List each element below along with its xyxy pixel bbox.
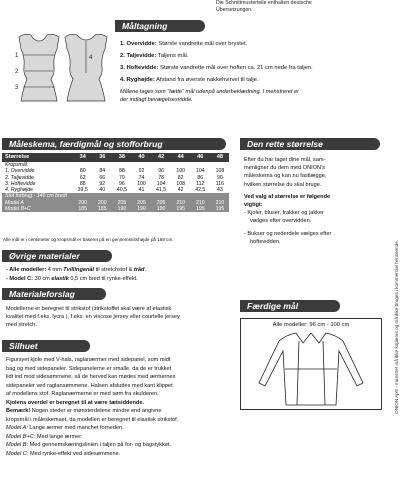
dress-illustration <box>241 329 381 409</box>
section-header-maleskema: Måleskema, færdigmål og stofforbrug <box>2 138 226 150</box>
table-row: Model A 200 200 205 205 205 210 210 210 <box>2 200 229 206</box>
figure-label-4: 4 <box>89 55 93 61</box>
list-item: - Model C: 30 cm elastik 0,5 cm bred til rynke-effekt. <box>6 275 138 282</box>
maltagning-items <box>120 38 390 86</box>
maltagning-item: 4. Ryghøjde: Afstand fra øverste nakkehvirvel til talje. <box>120 77 259 83</box>
fardige-caption: Alle modeller: 96 cm - 100 cm <box>272 322 350 328</box>
maltagning-note: Målene tages som "tætte" mål udenpå underbeklædning. I menstreret er der indlagt bevægelsesvidde. <box>120 89 300 103</box>
materialeforslag-text: Modellerne er beregnet til strikstof (strikstoffet skal være af elastisk kvalitet med f.eks. lycra ), f.eks. en viscose jersey eller courtelle jersey med stretch. <box>6 306 180 329</box>
figure-label-2: 2 <box>15 69 19 75</box>
maltagning-item: 2. Taljevidde: Taljens mål. <box>120 53 189 59</box>
section-header-maltagning: Måltagning <box>115 20 205 32</box>
list-item: Model C: Med rynke-effekt ved sidesømmene. <box>6 450 121 457</box>
table-row: Stof forbrug - 140 cm bredt <box>2 193 229 199</box>
table-row: Kropsmål: <box>5 162 29 168</box>
list-item: - Kjoler, bluser, frakker og jakker vælges efter overvidden. <box>244 210 324 225</box>
list-item: Model B+C: Med lange ærmer. <box>6 433 83 440</box>
section-header-fardige: Færdige mål <box>240 300 340 312</box>
silhuet-text: Figursyet kjole med V-hals, raglanærmer med sidepanel, som midt bag og med sidepaneler. Sidepanelerne er smalle, da de er trukket lidt ind mod sidesømmene, så de herved kan mødes med ærmernes sidepaneler ved raglansømmene. Halsen afsluttes med kant klippet af modellens stof. Raglanærmerne er med søm fra skulderen. Kjolens overdel er beregnet til at være tætsiddende. Bemærk! Nogen steder er mønsterdelene mindre end angivne kropsmål i måleskemaet, da modellen er beregnet til elastisk strikstof. Model A: Lange ærmer med manchet forneden. Model B+C: Med lange ærmer. Model B: Med gennemskæringslinien i taljen på for- og bagstykket. Model C: Med rynke-effekt ved sidesømmene. <box>6 356 234 458</box>
den-rette-text: Efter du har taget dine mål, sam- menligner du dem med ONION's måleskema og kan nu fastlægge, hvilken størrelse du skal bruge. Ved valg af størrelse er følgende vigtigt: - Kjoler, bluser, frakker og jakker vælges efter overvidden. - Bukser og nederdele vælges efter hoftevidden. <box>244 156 394 246</box>
list-item: - Bukser og nederdele vælges efter hoftevidden. <box>244 230 332 245</box>
section-header-den-rette: Den rette størrelse <box>240 138 380 150</box>
body-figure-illustration <box>5 27 115 127</box>
side-copyright-text: ONION ApS - mønstret må ikke kopieres og må ikke bruges i kommercial henseende. <box>394 240 399 414</box>
section-header-silhuet: Silhuet <box>2 340 90 352</box>
table-row: 1. Overvidde 80 84 88 92 96 100 104 108 <box>5 168 225 175</box>
size-table <box>2 153 229 212</box>
figure-label-1: 1 <box>15 53 19 59</box>
size-table-footnote: Alle mål er i centimeter og kropsmål er baseret på en gennemsnitshøjde på 168 cm. <box>3 237 174 242</box>
list-item: Model A: Lange ærmer med manchet forneden. <box>6 425 124 431</box>
size-table-header: Størrelse 34 36 38 40 42 44 46 48 <box>2 153 229 162</box>
list-item: - Alle modeller: 4 mm Tvillingenål til stretchstof & tråd. <box>6 267 147 273</box>
table-row: Model B+C 185 185 190 190 190 195 195 195 <box>2 206 229 212</box>
table-row: 2. Taljevidde 62 66 70 74 78 82 86 90 <box>5 174 223 181</box>
ovrige-text <box>6 266 231 283</box>
maltagning-item: 1. Overvidde: Største vandrette mål over brystet. <box>120 41 248 47</box>
section-header-materialeforslag: Materialeforslag <box>2 288 106 300</box>
list-item: Model B: Med gennemskæringslinien i taljen på for- og bagstykket. <box>6 442 172 448</box>
top-note: Die Schnittmusterteile enthalten deutsche Übersetzungen. <box>216 0 312 13</box>
section-header-ovrige: Øvrige materialer <box>2 250 112 262</box>
table-row: 3. Hoftevidde 88 92 96 100 104 108 112 116 <box>5 180 225 187</box>
figure-label-3: 3 <box>15 85 19 91</box>
table-row: 4. Ryghøjde 39,5 40 40,5 41 41,5 42 42,5 43 <box>5 187 223 194</box>
maltagning-item: 3. Hoftevidde: Største vandrette mål over hoften ca. 21 cm nede fra taljen. <box>120 65 313 71</box>
fardige-box <box>240 318 382 410</box>
